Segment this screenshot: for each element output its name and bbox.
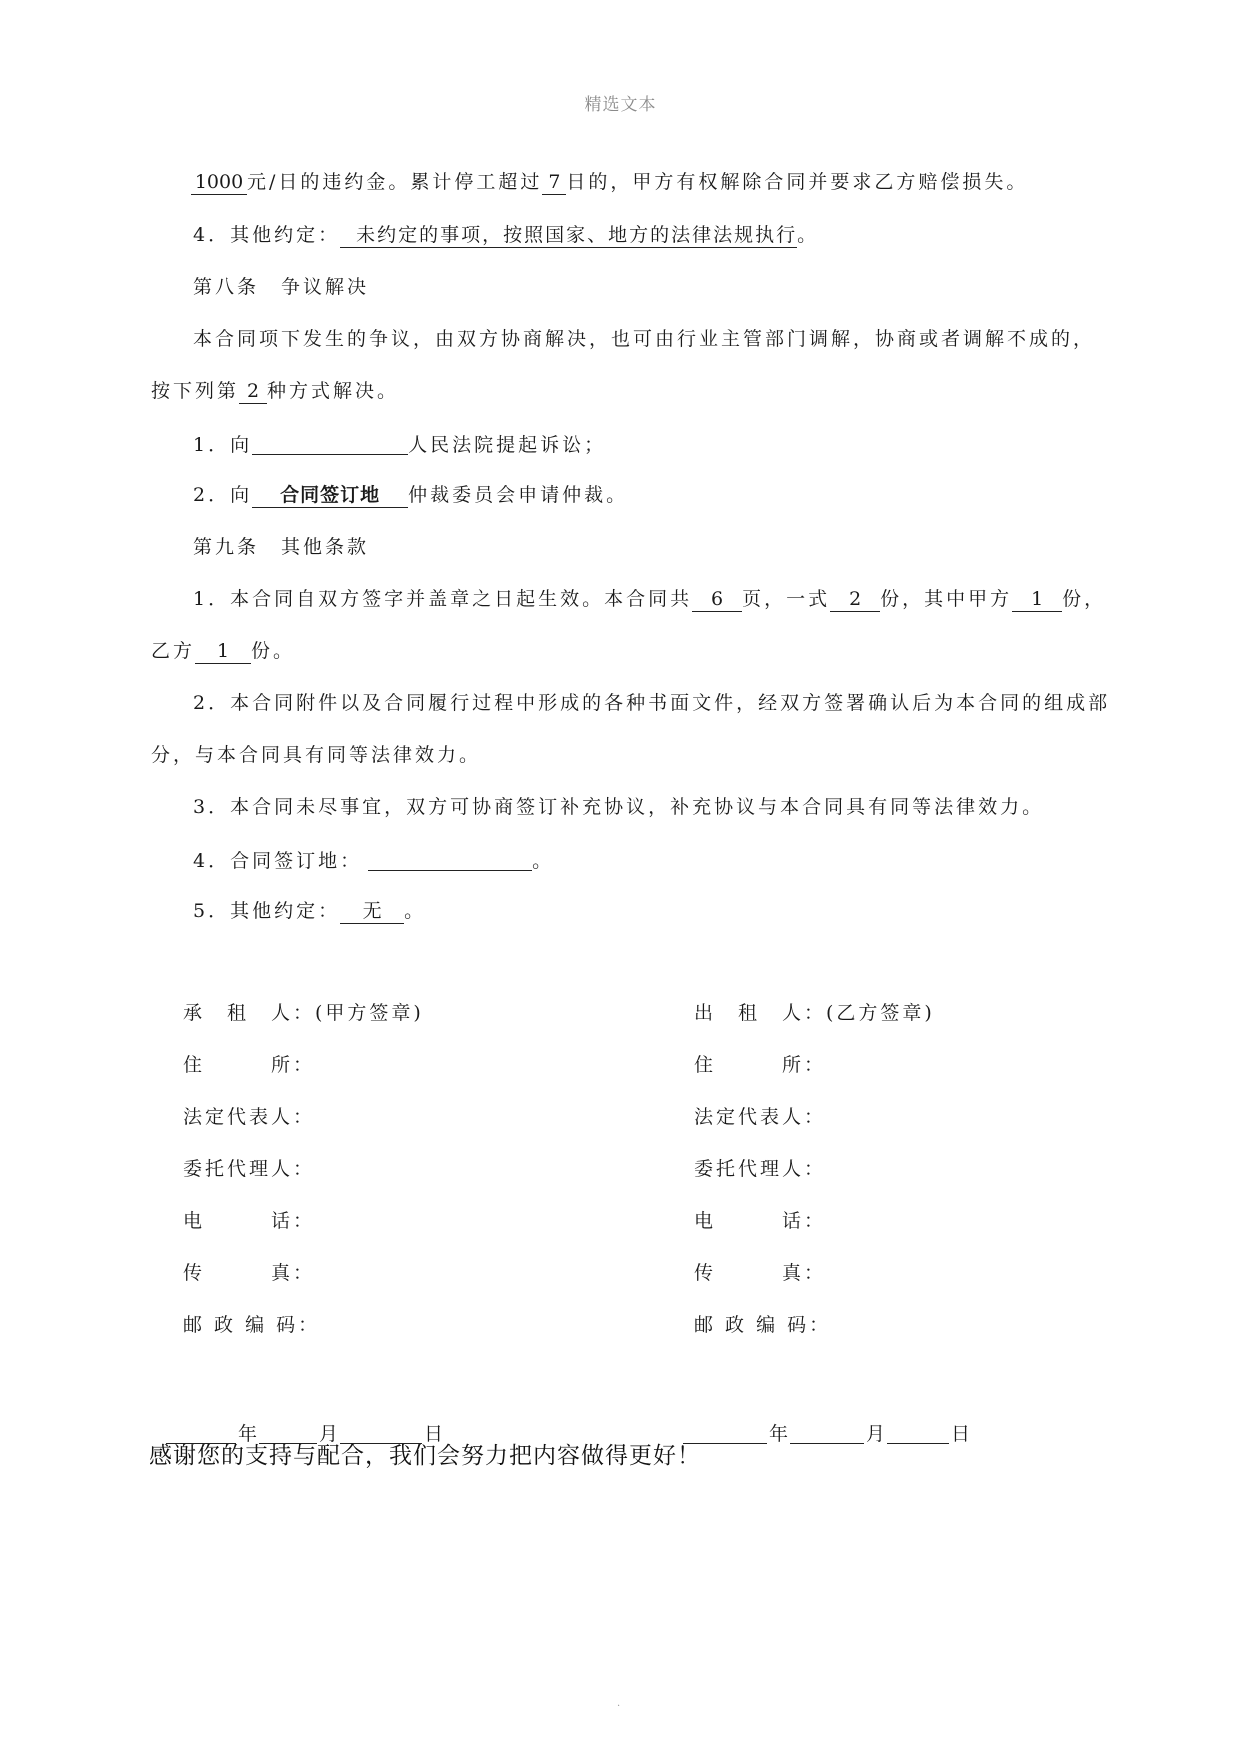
party-a-copies: 1 bbox=[1012, 590, 1062, 612]
lessor-phone: 电 话： bbox=[694, 1210, 827, 1232]
lessor-fax: 传 真： bbox=[694, 1262, 827, 1284]
arbitration-prefix: 2．向 bbox=[193, 484, 253, 506]
other-agreement-line bbox=[193, 226, 819, 248]
party-b-suffix: 份。 bbox=[251, 640, 296, 662]
arbitration-place: 合同签订地 bbox=[252, 486, 408, 508]
thanks-message: 感谢您的支持与配合，我们会努力把内容做得更好！ bbox=[149, 1443, 701, 1469]
effect-text-b: 页，一式 bbox=[742, 588, 831, 610]
party-b-copies-line bbox=[151, 642, 295, 664]
lessor-month-blank bbox=[790, 1425, 864, 1444]
effect-clause-line bbox=[193, 590, 1106, 612]
lessee-month-label: 月 bbox=[319, 1423, 339, 1445]
article8-title: 第八条 争议解决 bbox=[193, 276, 370, 298]
total-pages: 6 bbox=[692, 590, 742, 612]
stop-days: 7 bbox=[542, 173, 566, 195]
other-agreement-5-value: 无 bbox=[340, 902, 404, 924]
other-agreement-5-line bbox=[193, 902, 426, 924]
effect-text-a: 1．本合同自双方签字并盖章之日起生效。本合同共 bbox=[193, 588, 693, 610]
arbitration-suffix: 仲裁委员会申请仲裁。 bbox=[408, 484, 629, 506]
lessee-title: 承 租 人：(甲方签章) bbox=[183, 1002, 424, 1024]
court-blank bbox=[252, 434, 408, 455]
lessor-year-label: 年 bbox=[769, 1423, 789, 1445]
signing-place-line bbox=[193, 850, 554, 871]
court-option-line bbox=[193, 434, 606, 455]
effect-text-d: 份， bbox=[1062, 588, 1107, 610]
other-agreement-5-suffix: 。 bbox=[404, 900, 427, 922]
effect-text-c: 份，其中甲方 bbox=[880, 588, 1013, 610]
party-b-copies: 1 bbox=[195, 642, 251, 664]
method-suffix: 种方式解决。 bbox=[267, 380, 400, 402]
arbitration-option-line bbox=[193, 486, 628, 508]
method-prefix: 按下列第 bbox=[151, 380, 240, 402]
method-choice: 2 bbox=[239, 382, 267, 404]
lessee-day-blank bbox=[340, 1425, 422, 1444]
lessor-agent: 委托代理人： bbox=[694, 1158, 827, 1180]
lessee-phone: 电 话： bbox=[183, 1210, 316, 1232]
party-b-label: 乙方 bbox=[151, 640, 196, 662]
penalty-clause-line bbox=[191, 173, 1028, 195]
lessee-year-label: 年 bbox=[238, 1423, 258, 1445]
article9-title: 第九条 其他条款 bbox=[193, 536, 370, 558]
page-header: 精选文本 bbox=[584, 95, 657, 115]
other-agreement-label: 4．其他约定： bbox=[193, 224, 341, 246]
total-copies: 2 bbox=[830, 590, 880, 612]
signing-place-suffix: 。 bbox=[532, 850, 555, 872]
lessor-postcode: 邮 政 编 码： bbox=[694, 1314, 832, 1336]
lessee-day-label: 日 bbox=[424, 1423, 444, 1445]
lessor-address: 住 所： bbox=[694, 1054, 827, 1076]
lessee-legal-rep: 法定代表人： bbox=[183, 1106, 316, 1128]
lessor-month-label: 月 bbox=[866, 1423, 886, 1445]
lessor-day-blank bbox=[887, 1425, 949, 1444]
dispute-method-line bbox=[151, 382, 399, 404]
footer-dot: . bbox=[617, 1698, 621, 1709]
other-agreement-suffix: 。 bbox=[797, 224, 820, 246]
penalty-text-a: 元/日的违约金。累计停工超过 bbox=[247, 171, 543, 193]
court-suffix: 人民法院提起诉讼； bbox=[408, 434, 607, 456]
lessee-postcode: 邮 政 编 码： bbox=[183, 1314, 321, 1336]
court-prefix: 1．向 bbox=[193, 434, 253, 456]
lessor-date bbox=[683, 1425, 972, 1444]
attachment-paragraph-2: 分，与本合同具有同等法律效力。 bbox=[151, 744, 482, 766]
penalty-amount: 1000 bbox=[191, 173, 247, 195]
lessee-agent: 委托代理人： bbox=[183, 1158, 316, 1180]
lessee-date bbox=[166, 1425, 445, 1444]
lessor-year-blank bbox=[683, 1425, 767, 1444]
lessor-legal-rep: 法定代表人： bbox=[694, 1106, 827, 1128]
supplement-paragraph: 3．本合同未尽事宜，双方可协商签订补充协议，补充协议与本合同具有同等法律效力。 bbox=[193, 796, 1045, 818]
other-agreement-5-label: 5．其他约定： bbox=[193, 900, 341, 922]
attachment-paragraph-1: 2．本合同附件以及合同履行过程中形成的各种书面文件，经双方签署确认后为本合同的组成部 bbox=[193, 692, 1111, 714]
dispute-paragraph: 本合同项下发生的争议，由双方协商解决，也可由行业主管部门调解，协商或者调解不成的， bbox=[193, 328, 1096, 350]
lessor-day-label: 日 bbox=[951, 1423, 971, 1445]
lessee-address: 住 所： bbox=[183, 1054, 316, 1076]
other-agreement-value: 未约定的事项，按照国家、地方的法律法规执行 bbox=[340, 226, 797, 248]
lessor-title: 出 租 人：(乙方签章) bbox=[694, 1002, 935, 1024]
lessee-year-blank bbox=[166, 1425, 236, 1444]
lessee-month-blank bbox=[259, 1425, 317, 1444]
lessee-fax: 传 真： bbox=[183, 1262, 316, 1284]
signing-place-blank bbox=[368, 850, 532, 871]
signing-place-label: 4．合同签订地： bbox=[193, 850, 363, 872]
penalty-text-b: 日的，甲方有权解除合同并要求乙方赔偿损失。 bbox=[566, 171, 1029, 193]
